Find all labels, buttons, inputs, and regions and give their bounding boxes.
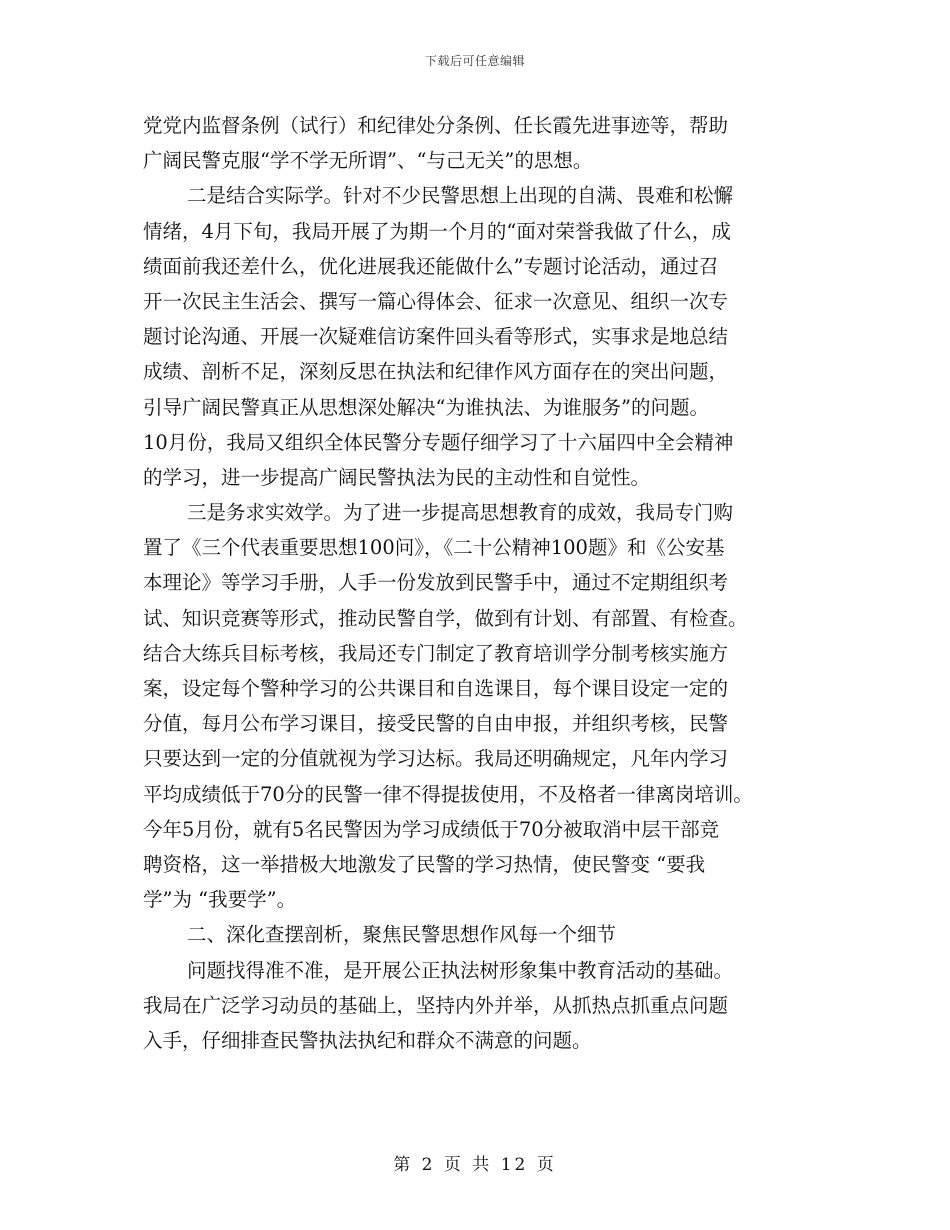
text-line: 成绩、剖析不足，深刻反思在执法和纪律作风方面存在的突出问题， <box>143 360 729 384</box>
text-line: 我局在广泛学习动员的基础上，坚持内外并举，从抓热点抓重点问题 <box>143 993 729 1017</box>
text-line: 本理论》等学习手册，人手一份发放到民警手中，通过不定期组织考 <box>143 571 729 595</box>
document-body <box>143 108 815 1058</box>
text-line: 只要达到一定的分值就视为学习达标。我局还明确规定，凡年内学习 <box>143 747 729 771</box>
text-line: 广阔民警克服“学不学无所谓”、“与己无关”的思想。 <box>143 149 593 173</box>
page-header: 下载后可任意编辑 <box>424 54 525 68</box>
text-line: 试、知识竞赛等形式，推动民警自学，做到有计划、有部置、有检查。 <box>143 606 748 630</box>
text-line: 案，设定每个警种学习的公共课目和自选课目，每个课目设定一定的 <box>143 677 729 700</box>
text-line: 学”为 “我要学”。 <box>143 888 297 912</box>
text-line: 平均成绩低于70分的民警一律不得提拔使用，不及格者一律离岗培训。 <box>143 782 753 806</box>
text-line: 二、深化查摆剖析，聚焦民警思想作风每一个细节 <box>187 923 617 947</box>
text-line: 三是务求实效学。为了进一步提高思想教育的成效，我局专门购 <box>187 501 734 525</box>
text-line: 置了《三个代表重要思想100问》，《二十公精神100题》和《公安基 <box>143 536 725 560</box>
text-line: 题讨论沟通、开展一次疑难信访案件回头看等形式，实事求是地总结 <box>143 325 729 349</box>
text-line: 开一次民主生活会、撰写一篇心得体会、征求一次意见、组织一次专 <box>143 289 729 313</box>
text-line: 结合大练兵目标考核，我局还专门制定了教育培训学分制考核实施方 <box>143 641 729 665</box>
text-line: 问题找得准不准，是开展公正执法树形象集中教育活动的基础。 <box>187 958 734 982</box>
text-line: 聘资格，这一举措极大地激发了民警的学习热情，使民警变 “要我 <box>143 852 706 876</box>
text-line: 10月份，我局又组织全体民警分专题仔细学习了十六届四中全会精神 <box>143 430 734 454</box>
text-line: 绩面前我还差什么，优化进展我还能做什么”专题讨论活动，通过召 <box>143 254 719 278</box>
text-line: 情绪，4月下旬，我局开展了为期一个月的“面对荣誉我做了什么，成 <box>143 219 731 243</box>
text-line: 的学习，进一步提高广阔民警执法为民的主动性和自觉性。 <box>143 465 651 489</box>
text-line: 二是结合实际学。针对不少民警思想上出现的自满、畏难和松懈 <box>187 184 734 208</box>
text-line: 今年5月份，就有5名民警因为学习成绩低于70分被取消中层干部竞 <box>143 817 720 841</box>
text-line: 入手，仔细排查民警执法执纪和群众不满意的问题。 <box>143 1028 592 1052</box>
page-footer: 第 2 页 共 12 页 <box>393 1155 557 1175</box>
text-line: 分值，每月公布学习课目，接受民警的自由申报，并组织考核，民警 <box>143 712 729 736</box>
text-line: 引导广阔民警真正从思想深处解决“为谁执法、为谁服务”的问题。 <box>143 395 709 419</box>
text-line: 党党内监督条例（试行）和纪律处分条例、任长霞先进事迹等，帮助 <box>143 114 729 137</box>
